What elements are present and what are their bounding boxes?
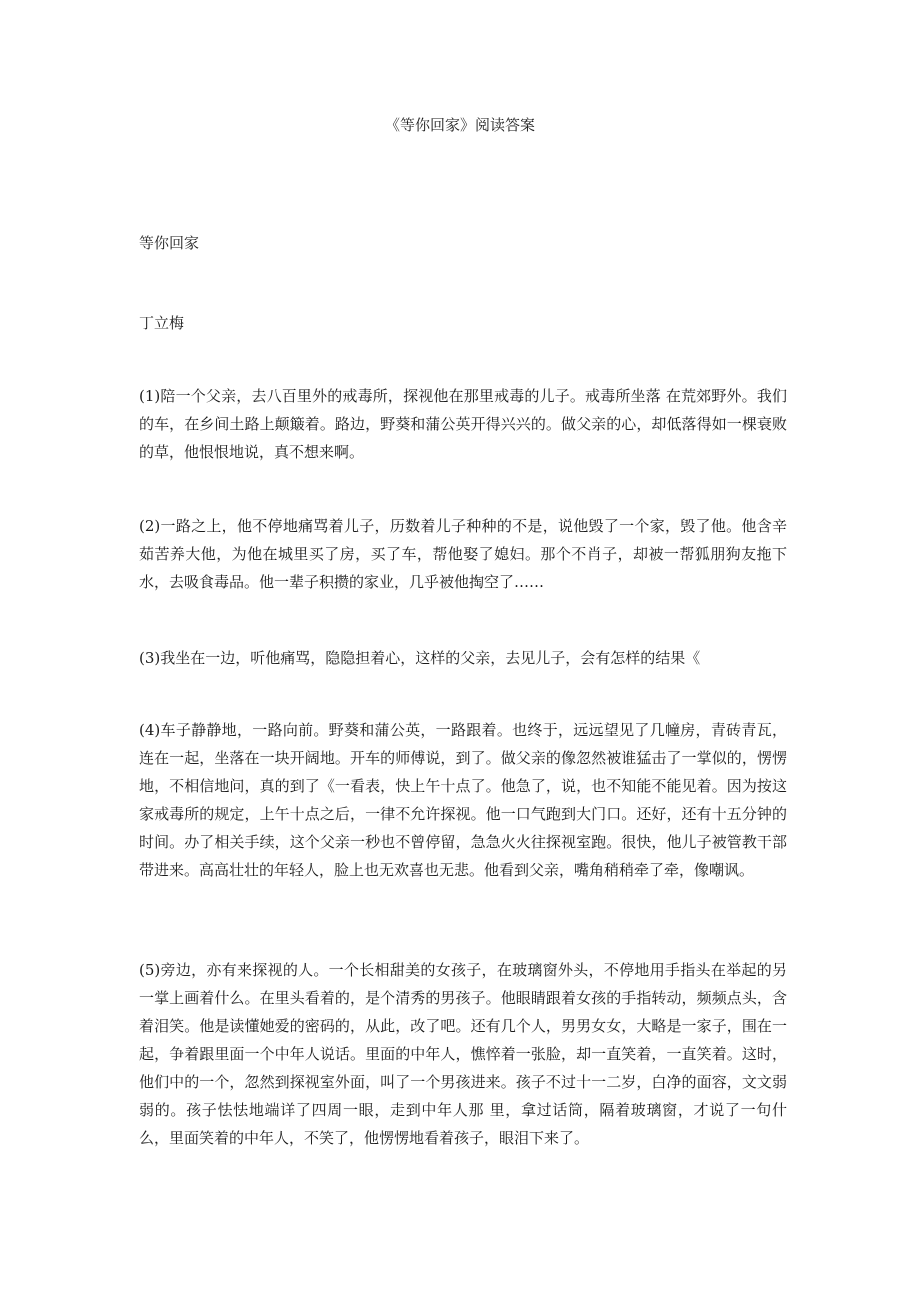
paragraph-1: (1)陪一个父亲，去八百里外的戒毒所，探视他在那里戒毒的儿子。戒毒所坐落 在荒郊野外。我们的车，在乡间土路上颠簸着。路边，野葵和蒲公英开得兴兴的。做父亲的心，却低落得如一棵衰败的草，他恨恨地说，真不想来啊。 xyxy=(139,387,787,461)
paragraph-3: (3)我坐在一边，听他痛骂，隐隐担着心，这样的父亲，去见儿子，会有怎样的结果《 xyxy=(139,649,701,667)
document-title: 《等你回家》阅读答案 xyxy=(384,116,535,134)
story-title: 等你回家 xyxy=(139,234,200,252)
paragraph-2: (2)一路之上，他不停地痛骂着儿子，历数着儿子种种的不是，说他毁了一个家，毁了他。他含辛茹苦养大他，为他在城里买了房，买了车，帮他娶了媳妇。那个不肖子，却被一帮狐朋狗友拖下水，去吸食毒品。他一辈子积攒的家业，几乎被他掏空了…… xyxy=(139,517,787,591)
author-name: 丁立梅 xyxy=(139,314,185,332)
paragraph-5: (5)旁边，亦有来探视的人。一个长相甜美的女孩子，在玻璃窗外头，不停地用手指头在举起的另一掌上画着什么。在里头看着的，是个清秀的男孩子。他眼睛跟着女孩的手指转动，频频点头，含着泪笑。他是读懂她爱的密码的，从此，改了吧。还有几个人，男男女女，大略是一家子，围在一起，争着跟里面一个中年人说话。里面的中年人，憔悴着一张脸，却一直笑着，一直笑着。这时，他们中的一个，忽然到探视室外面，叫了一个男孩进来。孩子不过十一二岁，白净的面容，文文弱弱的。孩子怯怯地端详了四周一眼，走到中年人那 里，拿过话筒，隔着玻璃窗，才说了一句什么，里面笑着的中年人，不笑了，他愣愣地看着孩子，眼泪下来了。 xyxy=(139,961,787,1147)
paragraph-4: (4)车子静静地，一路向前。野葵和蒲公英，一路跟着。也终于，远远望见了几幢房，青砖青瓦，连在一起，坐落在一块开阔地。开车的师傅说，到了。做父亲的像忽然被谁猛击了一掌似的，愣愣地，不相信地问，真的到了《一看表，快上午十点了。他急了，说，也不知能不能见着。因为按这家戒毒所的规定，上午十点之后，一律不允许探视。他一口气跑到大门口。还好，还有十五分钟的时间。办了相关手续，这个父亲一秒也不曾停留，急急火火往探视室跑。很快，他儿子被管教干部带进来。高高壮壮的年轻人，脸上也无欢喜也无悲。他看到父亲，嘴角稍稍牵了牵，像嘲讽。 xyxy=(139,721,787,879)
